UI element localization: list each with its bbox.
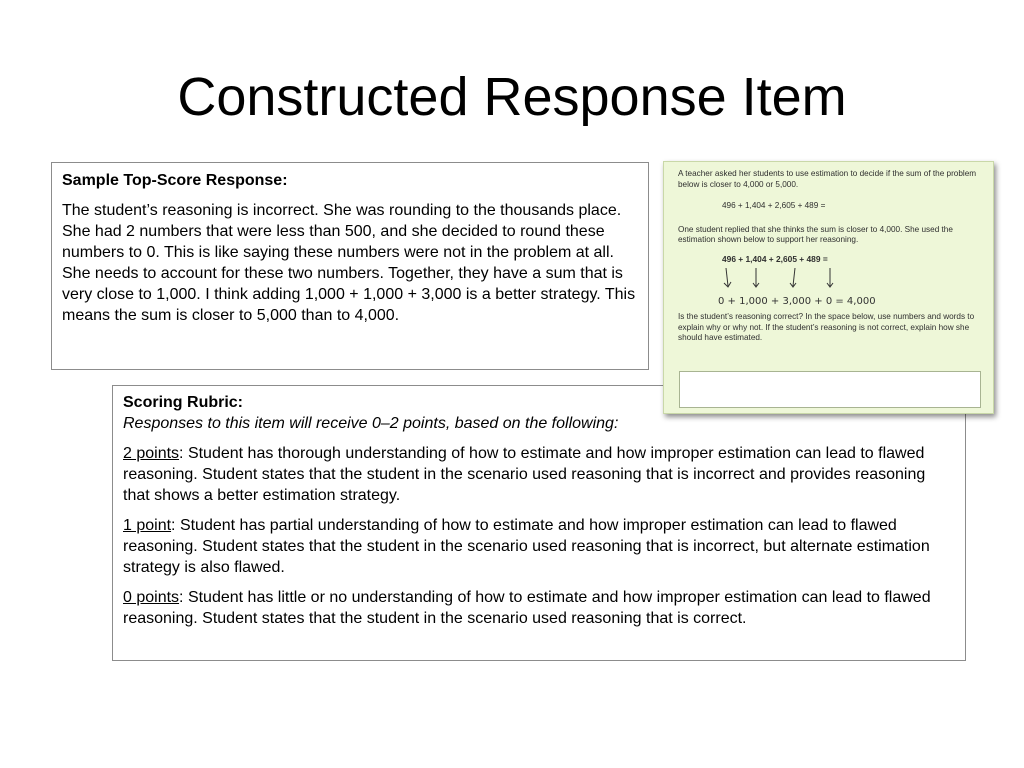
item-student-reply: One student replied that she thinks the sum is closer to 4,000. She used the estimation shown below to support her reasoning. <box>678 224 953 244</box>
handwritten-estimate-text: 0 + 1,000 + 3,000 + 0 = 4,000 <box>718 296 876 307</box>
rubric-heading: Scoring Rubric: <box>123 394 244 411</box>
scoring-rubric-box <box>112 385 966 661</box>
sample-response-body: The student’s reasoning is incorrect. She was rounding to the thousands place. She had 2 numbers that were less than 500, and she decided to round these numbers to 0. This is like saying these numbers were not in the problem at all. She needs to account for these two numbers. Together, they have a sum that is very close to 1,000. I think adding 1,000 + 1,000 + 3,000 is a better strategy. This means the sum is closer to 5,000 than to 4,000. <box>62 202 636 324</box>
rubric-level-1 <box>123 515 955 578</box>
sample-response-heading: Sample Top-Score Response: <box>62 172 288 189</box>
item-expression-bold: 496 + 1,404 + 2,605 + 489 = <box>722 253 828 264</box>
item-prompt: A teacher asked her students to use estimation to decide if the sum of the problem below is closer to 4,000 or 5,000. <box>678 169 977 189</box>
handwritten-estimate <box>718 264 898 310</box>
item-question: Is the student’s reasoning correct? In the space below, use numbers and words to explain why or why not. If the student’s reasoning is not correct, explain how she should have estimated. <box>678 312 975 342</box>
slide-title: Constructed Response Item <box>177 67 847 127</box>
rubric-level-text: : Student has thorough understanding of how to estimate and how improper estimation can lead to flawed reasoning. Student states that the student in the scenario used reasoning that is incorrect and provides reasoning that shows a better estimation strategy. <box>123 445 926 504</box>
rubric-level-name: 2 points <box>123 445 180 462</box>
rubric-level-text: : Student has little or no understanding of how to estimate and how improper estimation can lead to flawed reasoning. Student states that the student in the scenario used reasoning that is correct. <box>123 589 931 627</box>
rubric-level-text: : Student has partial understanding of how to estimate and how improper estimation can lead to flawed reasoning. Student states that the student in the scenario used reasoning that is incorrect, but alternate estimation strategy is also flawed. <box>123 517 930 576</box>
item-screenshot-card <box>663 161 994 414</box>
rubric-level-name: 1 point <box>123 517 172 534</box>
rubric-level-0 <box>123 587 955 629</box>
rubric-level-name: 0 points <box>123 589 180 606</box>
rubric-intro: Responses to this item will receive 0–2 points, based on the following: <box>123 415 619 432</box>
sample-response-box <box>51 162 649 370</box>
rubric-level-2 <box>123 443 955 506</box>
down-arrows-icon <box>718 264 918 310</box>
answer-input-box[interactable] <box>679 371 981 408</box>
item-expression: 496 + 1,404 + 2,605 + 489 = <box>722 201 826 210</box>
